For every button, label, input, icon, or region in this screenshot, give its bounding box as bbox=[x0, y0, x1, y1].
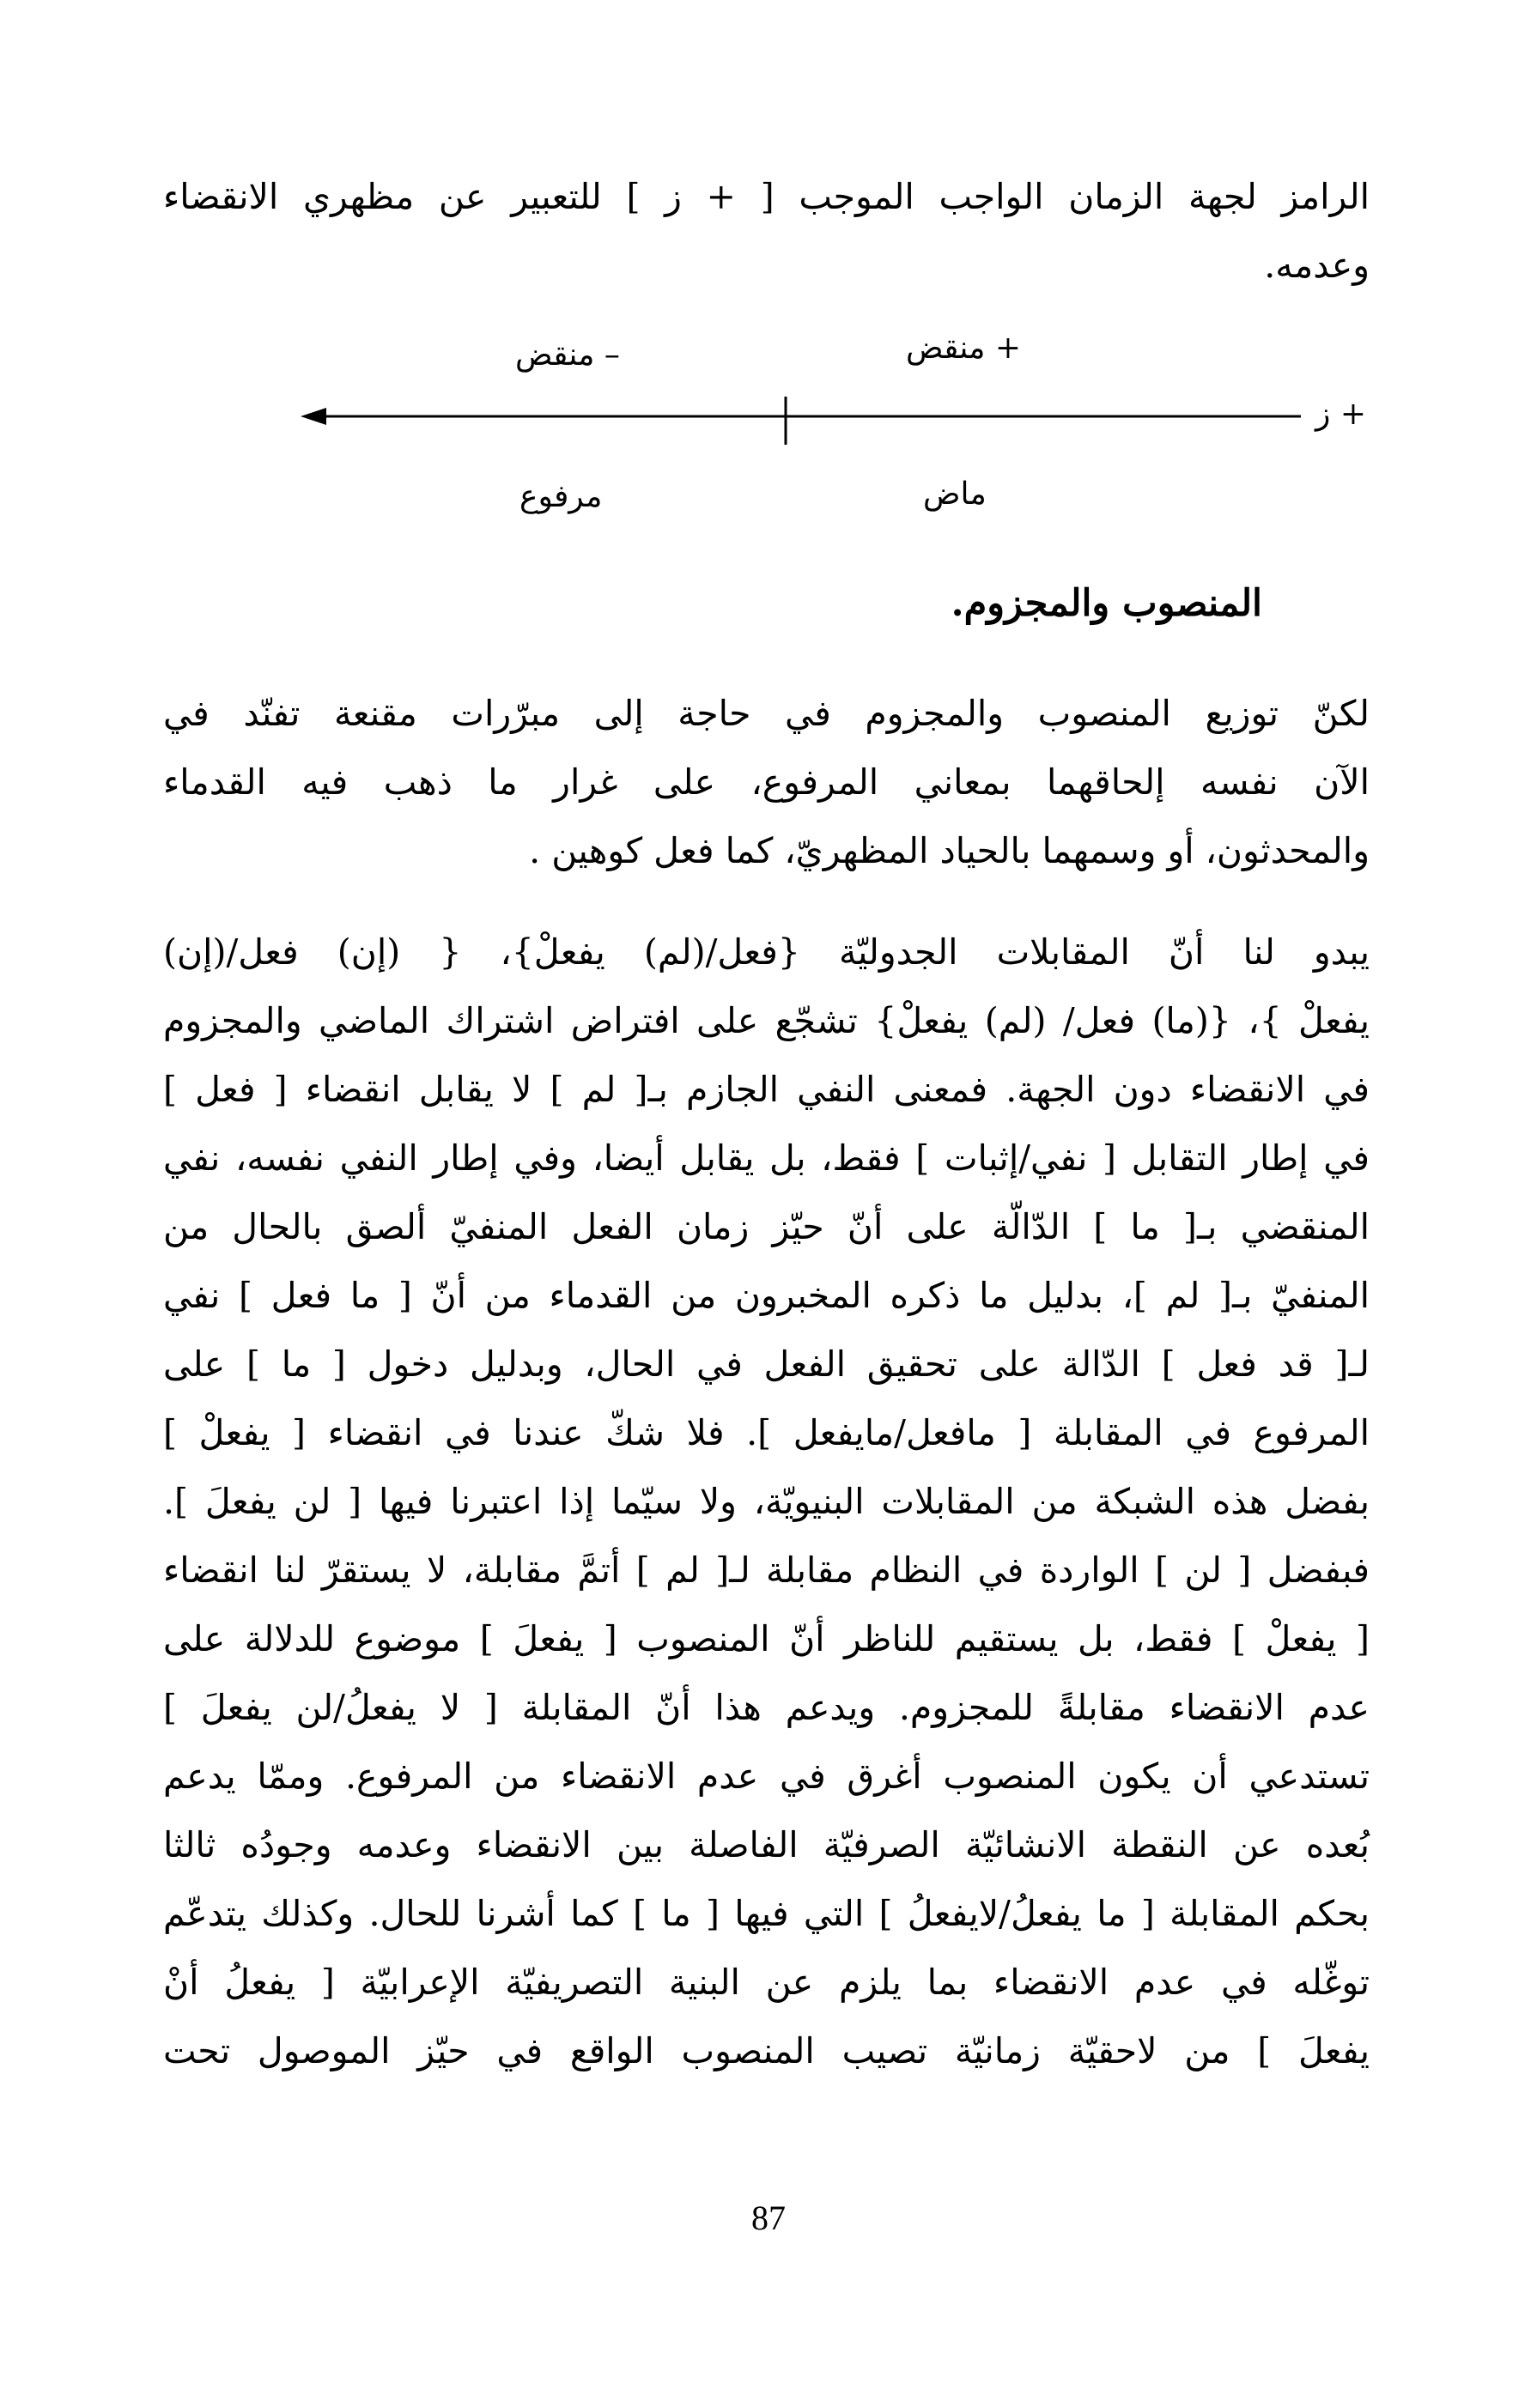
paragraph-2-line: تستدعي أن يكون المنصوب أغرق في عدم الانقضاء من المرفوع. وممّا يدعم bbox=[163, 1756, 1370, 1797]
diagram-label-madi: ماض bbox=[923, 476, 987, 512]
paragraph-2-line: عدم الانقضاء مقابلةً للمجزوم. ويدعم هذا أنّ المقابلة [ لا يفعلُ/لن يفعلَ ] bbox=[163, 1687, 1370, 1728]
section-heading: المنصوب والمجزوم. bbox=[951, 582, 1262, 625]
intro-line-1: الرامز لجهة الزمان الواجب الموجب [ + ز ] للتعبير عن مظهري الانقضاء bbox=[163, 176, 1370, 217]
paragraph-1-line: الآن نفسه إلحاقهما بمعاني المرفوع، على غرار ما ذهب فيه القدماء bbox=[163, 761, 1370, 803]
paragraph-2-line: بحكم المقابلة [ ما يفعلُ/لايفعلُ ] التي فيها [ ما ] كما أشرنا للحال. وكذلك يتدعّم bbox=[163, 1893, 1370, 1934]
paragraph-2-line: المنفيّ بـ[ لم ]، بدليل ما ذكره المخبرون من القدماء من أنّ [ ما فعل ] نفي bbox=[163, 1275, 1370, 1316]
paragraph-1-line: والمحدثون، أو وسمهما بالحياد المظهريّ، كما فعل كوهين . bbox=[529, 830, 1370, 871]
diagram-label-minus-munqad: – منقض bbox=[515, 337, 620, 373]
paragraph-2-line: يفعلْ }، {(ما) فعل/ (لم) يفعلْ} تشجّع على افتراض اشتراك الماضي والمجزوم bbox=[163, 1000, 1370, 1041]
paragraph-2-line: بفضل هذه الشبكة من المقابلات البنيويّة، ولا سيّما إذا اعتبرنا فيها [ لن يفعلَ ]. bbox=[163, 1481, 1370, 1522]
paragraph-2-line: يفعلَ ] من لاحقيّة زمانيّة تصيب المنصوب الواقع في حيّز الموصول تحت bbox=[163, 2030, 1370, 2071]
timeline-arrowhead bbox=[301, 408, 326, 425]
paragraph-2-line: توغّله في عدم الانقضاء بما يلزم عن البنية التصريفيّة الإعرابيّة [ يفعلُ أنْ bbox=[163, 1962, 1370, 2003]
intro-line-2: وعدمه. bbox=[1264, 245, 1370, 286]
paragraph-2-line: في الانقضاء دون الجهة. فمعنى النفي الجازم بـ[ لم ] لا يقابل انقضاء [ فعل ] bbox=[163, 1069, 1370, 1110]
paragraph-2-line: المنقضي بـ[ ما ] الدّالّة على أنّ حيّز زمان الفعل المنفيّ ألصق بالحال من bbox=[163, 1206, 1370, 1247]
paragraph-2-line: المرفوع في المقابلة [ مافعل/مايفعل ]. فلا شكّ عندنا في انقضاء [ يفعلْ ] bbox=[163, 1412, 1370, 1453]
paragraph-2-line: في إطار التقابل [ نفي/إثبات ] فقط، بل يقابل أيضا، وفي إطار النفي نفسه، نفي bbox=[163, 1137, 1370, 1179]
paragraph-2-line: [ يفعلْ ] فقط، بل يستقيم للناظر أنّ المنصوب [ يفعلَ ] موضوع للدلالة على bbox=[163, 1618, 1370, 1659]
paragraph-2-line: بُعده عن النقطة الانشائيّة الصرفيّة الفاصلة بين الانقضاء وعدمه وجودُه ثالثا bbox=[163, 1824, 1370, 1865]
diagram-axis-label: + ز bbox=[1315, 397, 1366, 432]
timeline-arrow bbox=[292, 378, 1322, 455]
paragraph-2-line: لـ[ قد فعل ] الدّالة على تحقيق الفعل في الحال، وبدليل دخول [ ما ] على bbox=[163, 1344, 1370, 1385]
diagram-label-marfu: مرفوع bbox=[519, 479, 603, 514]
page-number: 87 bbox=[751, 2199, 786, 2237]
paragraph-2-line: فبفضل [ لن ] الواردة في النظام مقابلة لـ[ لم ] أتمَّ مقابلة، لا يستقرّ لنا انقضاء bbox=[163, 1550, 1370, 1591]
paragraph-1-line: لكنّ توزيع المنصوب والمجزوم في حاجة إلى مبرّرات مقنعة تفنّد في bbox=[163, 693, 1370, 734]
diagram-label-plus-munqad: + منقض bbox=[906, 331, 1022, 366]
paragraph-2-line: يبدو لنا أنّ المقابلات الجدوليّة {فعل/(لم) يفعلْ}، { (إن) فعل/(إن) bbox=[163, 931, 1370, 973]
